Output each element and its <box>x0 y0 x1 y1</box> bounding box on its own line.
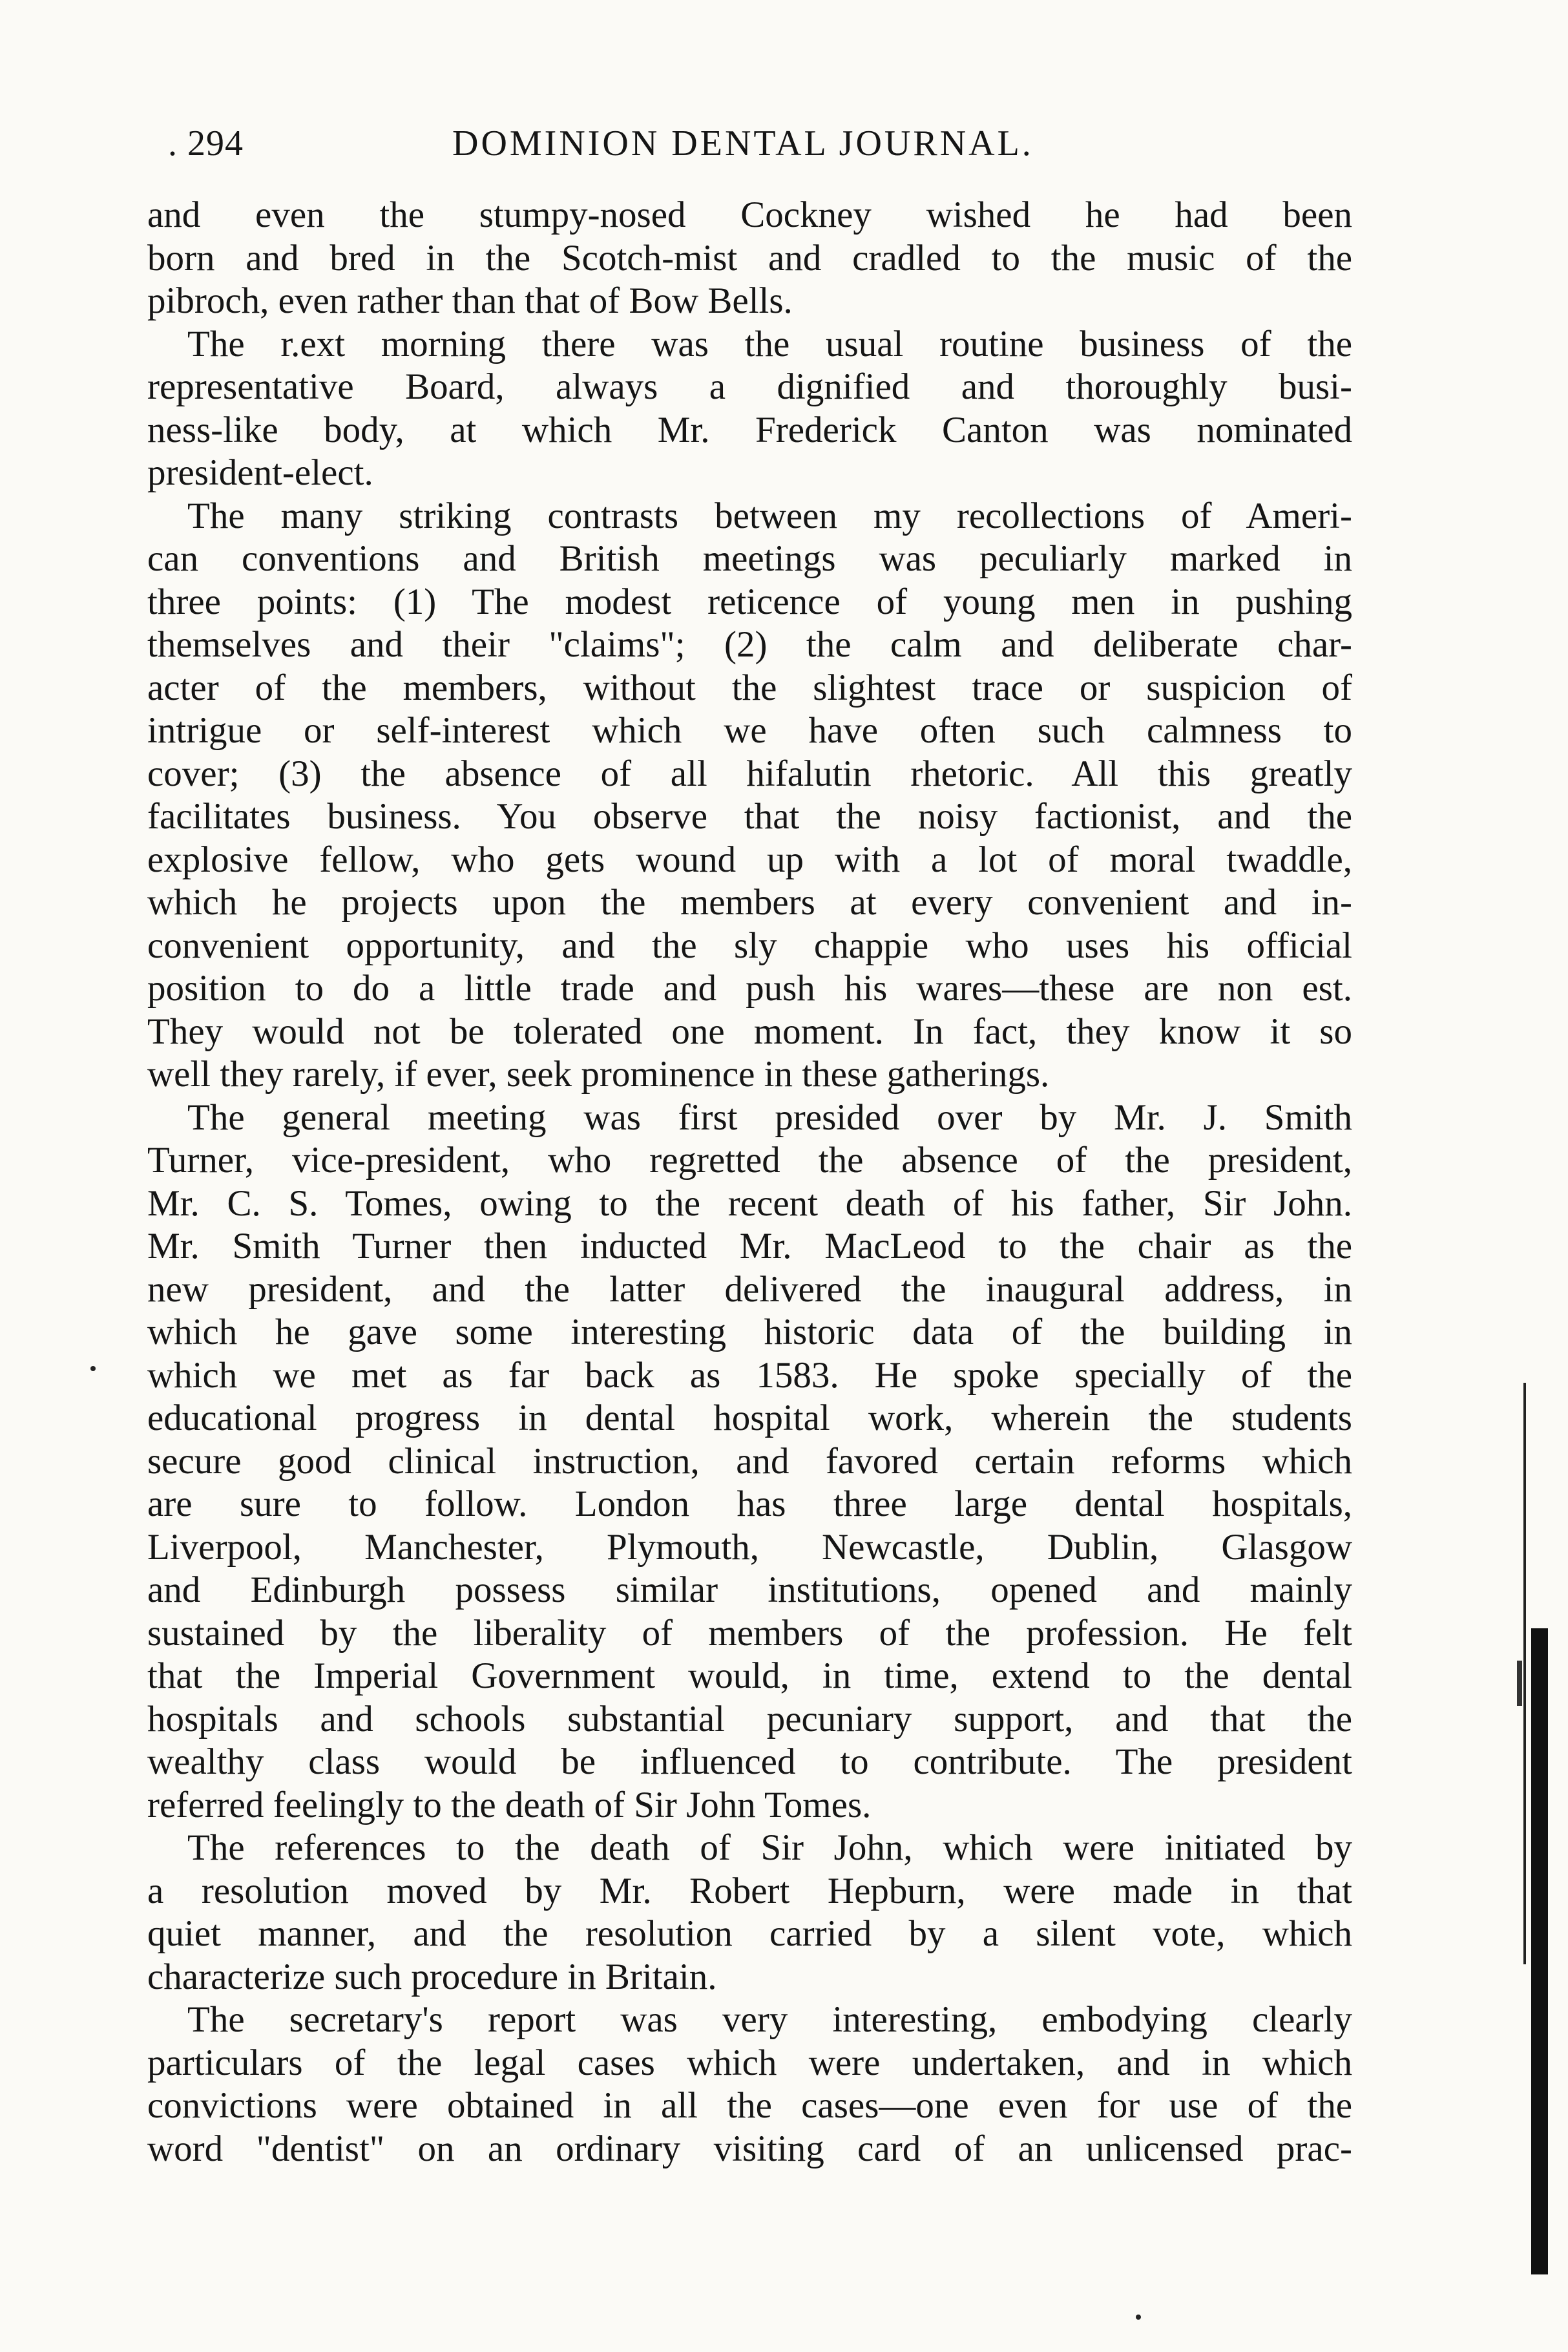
text-line: The secretary's report was very interesting, embodying clearly <box>187 1999 1352 2040</box>
text-line: The references to the death of Sir John, which were initiated by <box>187 1827 1352 1868</box>
text-line: The many striking contrasts between my recollections of Ameri- <box>187 495 1352 536</box>
text-line: which we met as far back as 1583. He spoke specially of the <box>147 1354 1352 1396</box>
text-line: are sure to follow. London has three large dental hospitals, <box>147 1484 1352 1524</box>
text-line: secure good clinical instruction, and favored certain reforms which <box>147 1440 1352 1482</box>
text-line: hospitals and schools substantial pecuniary support, and that the <box>147 1698 1352 1739</box>
text-line: new president, and the latter delivered the inaugural address, in <box>147 1268 1352 1310</box>
text-line: intrigue or self-interest which we have often such calmness to <box>147 710 1352 751</box>
text-line: cover; (3) the absence of all hifalutin rhetoric. All this greatly <box>147 753 1352 794</box>
running-title: DOMINION DENTAL JOURNAL. <box>452 123 1034 163</box>
text-line: themselves and their "claims"; (2) the calm and deliberate char- <box>147 624 1352 665</box>
paragraph <box>147 323 1352 495</box>
binding-edge-shadow <box>1531 1628 1548 2274</box>
text-line: can conventions and British meetings was peculiarly marked in <box>147 538 1352 579</box>
text-line: word "dentist" on an ordinary visiting card of an unlicensed prac- <box>147 2128 1352 2169</box>
text-line: which he gave some interesting historic data of the building in <box>147 1312 1352 1352</box>
text-line: acter of the members, without the slightest trace or suspicion of <box>147 667 1352 708</box>
text-line: Mr. C. S. Tomes, owing to the recent death of his father, Sir John. <box>147 1182 1352 1224</box>
text-line: particulars of the legal cases which were undertaken, and in which <box>147 2042 1352 2083</box>
text-line: Liverpool, Manchester, Plymouth, Newcastle, Dublin, Glasgow <box>147 1526 1352 1568</box>
text-line: They would not be tolerated one moment. In fact, they know it so <box>147 1011 1352 1052</box>
body-text <box>147 194 1352 2170</box>
text-line: that the Imperial Government would, in time, extend to the dental <box>147 1655 1352 1696</box>
binding-edge-line <box>1523 1383 1526 1964</box>
print-speck <box>90 1366 96 1371</box>
text-line: position to do a little trade and push his wares—these are non est. <box>147 968 1352 1009</box>
text-line: characterize such procedure in Britain. <box>147 1956 717 1997</box>
page-header <box>129 123 1421 181</box>
text-line: The general meeting was first presided over by Mr. J. Smith <box>187 1097 1352 1138</box>
text-line: and even the stumpy-nosed Cockney wished he had been <box>147 194 1352 235</box>
text-line: a resolution moved by Mr. Robert Hepburn, were made in that <box>147 1870 1352 1911</box>
text-line: and Edinburgh possess similar institutions, opened and mainly <box>147 1570 1352 1610</box>
text-line: well they rarely, if ever, seek prominence in these gatherings. <box>147 1054 1050 1095</box>
text-line: born and bred in the Scotch-mist and cradled to the music of the <box>147 237 1352 278</box>
text-line: Mr. Smith Turner then inducted Mr. MacLeod to the chair as the <box>147 1226 1352 1266</box>
text-line: referred feelingly to the death of Sir John Tomes. <box>147 1784 872 1825</box>
paragraph <box>147 495 1352 1097</box>
text-line: president-elect. <box>147 452 373 493</box>
text-line: representative Board, always a dignified and thoroughly busi- <box>147 366 1352 407</box>
text-line: which he projects upon the members at every convenient and in- <box>147 882 1352 923</box>
text-line: explosive fellow, who gets wound up with a lot of moral twaddle, <box>147 839 1352 880</box>
paragraph <box>147 194 1352 323</box>
binding-edge-tick <box>1517 1661 1522 1706</box>
text-line: The r.ext morning there was the usual routine business of the <box>187 323 1352 364</box>
text-line: three points: (1) The modest reticence of young men in pushing <box>147 581 1352 622</box>
text-line: pibroch, even rather than that of Bow Bells. <box>147 280 793 321</box>
paragraph <box>147 1999 1352 2170</box>
page-number: . 294 <box>168 123 244 163</box>
paragraph <box>147 1097 1352 1827</box>
text-line: wealthy class would be influenced to contribute. The president <box>147 1741 1352 1782</box>
text-line: sustained by the liberality of members of the profession. He felt <box>147 1612 1352 1654</box>
text-line: convictions were obtained in all the cases—one even for use of the <box>147 2085 1352 2126</box>
text-line: Turner, vice-president, who regretted the absence of the president, <box>147 1140 1352 1181</box>
text-line: quiet manner, and the resolution carried by a silent vote, which <box>147 1913 1352 1954</box>
text-line: ness-like body, at which Mr. Frederick Canton was nominated <box>147 409 1352 450</box>
print-speck <box>1136 2315 1141 2320</box>
paragraph <box>147 1827 1352 1999</box>
text-line: educational progress in dental hospital work, wherein the students <box>147 1398 1352 1438</box>
text-line: facilitates business. You observe that the noisy factionist, and the <box>147 796 1352 837</box>
text-line: convenient opportunity, and the sly chappie who uses his official <box>147 925 1352 966</box>
